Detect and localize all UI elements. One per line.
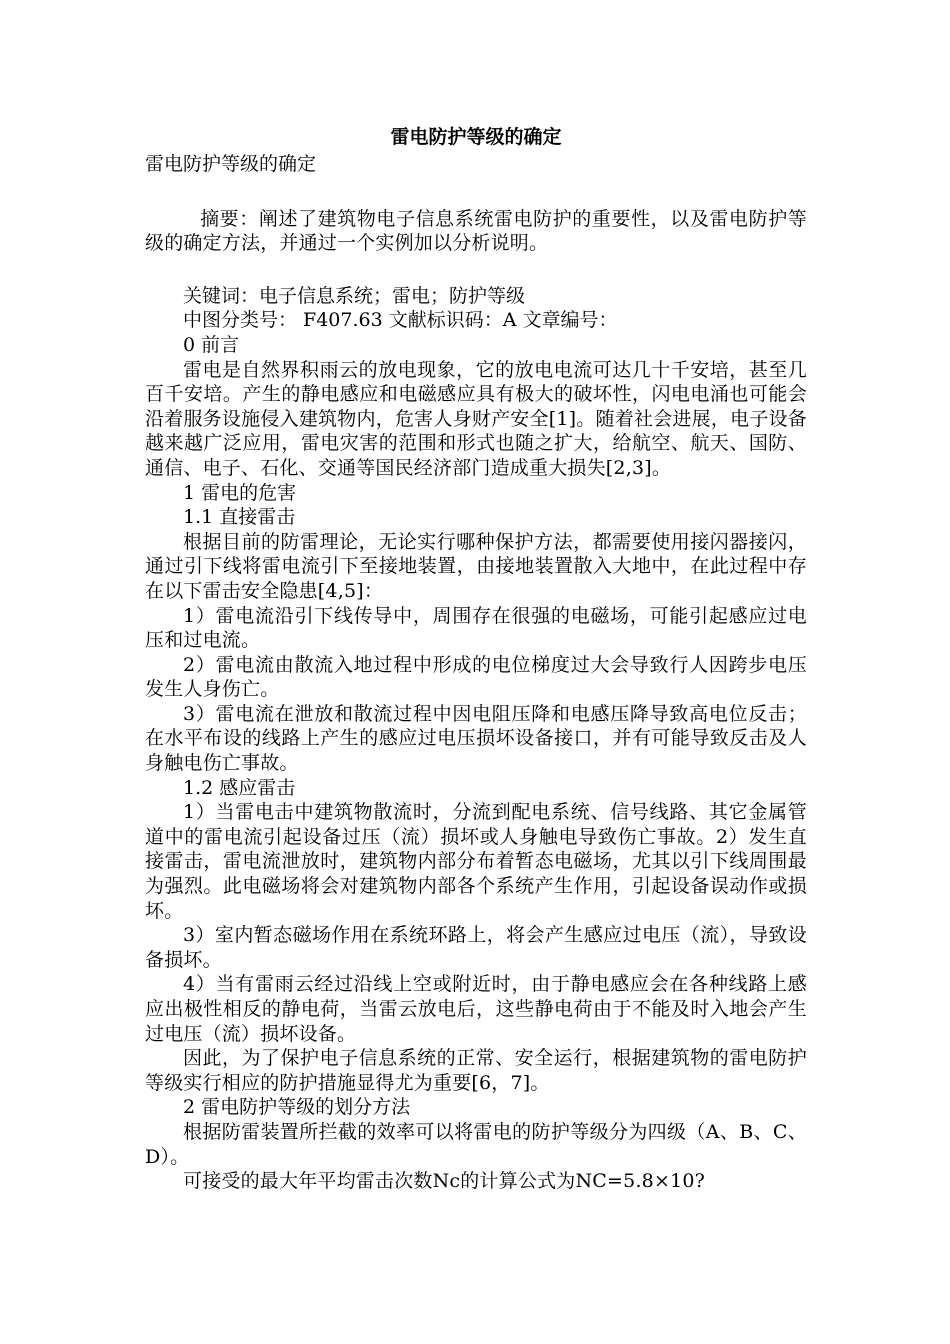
list-item: 1）当雷电击中建筑物散流时，分流到配电系统、信号线路、其它金属管道中的雷电流引起设备过压（流）损坏或人身触电导致伤亡事故。2）发生直接雷击，雷电流泄放时，建筑物内部分布着暂态电磁场，尤其以引下线周围最为强烈。此电磁场将会对建筑物内部各个系统产生作用，引起设备误动作或损坏。 [145,801,807,922]
keywords: 关键词：电子信息系统；雷电；防护等级 [183,284,526,307]
paragraph: 雷电是自然界积雨云的放电现象，它的放电电流可达几十千安培，甚至几百千安培。产生的静电感应和电磁感应具有极大的破坏性，闪电电涌也可能会沿着服务设施侵入建筑物内，危害人身财产安全[1]。随着社会进展，电子设备越来越广泛应用，雷电灾害的范围和形式也随之扩大，给航空、航天、国防、通信、电子、石化、交通等国民经济部门造成重大损失[2,3]。 [145,358,807,479]
section-heading-protection-levels: 2 雷电防护等级的划分方法 [183,1096,411,1119]
section-heading-induced-strike: 1.2 感应雷击 [183,776,296,799]
paragraph: 根据目前的防雷理论，无论实行哪种保护方法，都需要使用接闪器接闪，通过引下线将雷电流引下至接地装置，由接地装置散入大地中，在此过程中存在以下雷击安全隐患[4,5]： [145,530,807,602]
classification-line: 中图分类号： F407.63 文献标识码：A 文章编号： [183,309,618,332]
paragraph: 因此，为了保护电子信息系统的正常、安全运行，根据建筑物的雷电防护等级实行相应的防护措施显得尤为重要[6，7]。 [145,1047,807,1094]
section-heading-lightning-hazards: 1 雷电的危害 [183,481,297,504]
document-subtitle: 雷电防护等级的确定 [145,153,317,175]
document-page [145,122,807,1194]
paragraph: 可接受的最大年平均雷击次数Nc的计算公式为NC=5.8×10? [183,1170,706,1193]
section-heading-direct-strike: 1.1 直接雷击 [183,506,296,529]
list-item: 3）雷电流在泄放和散流过程中因电阻压降和电感压降导致高电位反击；在水平布设的线路上产生的感应过电压损坏设备接口，并有可能导致反击及人身触电伤亡事故。 [145,702,807,775]
document-title: 雷电防护等级的确定 [390,126,562,148]
paragraph: 根据防雷装置所拦截的效率可以将雷电的防护等级分为四级（A、B、C、D）。 [145,1120,807,1168]
list-item: 2）雷电流由散流入地过程中形成的电位梯度过大会导致行人因跨步电压发生人身伤亡。 [145,653,807,701]
list-item: 1）雷电流沿引下线传导中，周围存在很强的电磁场，可能引起感应过电压和过电流。 [145,604,807,652]
section-heading-preface: 0 前言 [183,333,240,356]
abstract: 摘要：阐述了建筑物电子信息系统雷电防护的重要性，以及雷电防护等级的确定方法，并通过一个实例加以分析说明。 [145,207,807,255]
list-item: 3）室内暂态磁场作用在系统环路上，将会产生感应过电压（流），导致设备损坏。 [145,924,807,971]
list-item: 4）当有雷雨云经过沿线上空或附近时，由于静电感应会在各种线路上感应出极性相反的静电荷，当雷云放电后，这些静电荷由于不能及时入地会产生过电压（流）损坏设备。 [145,973,807,1045]
